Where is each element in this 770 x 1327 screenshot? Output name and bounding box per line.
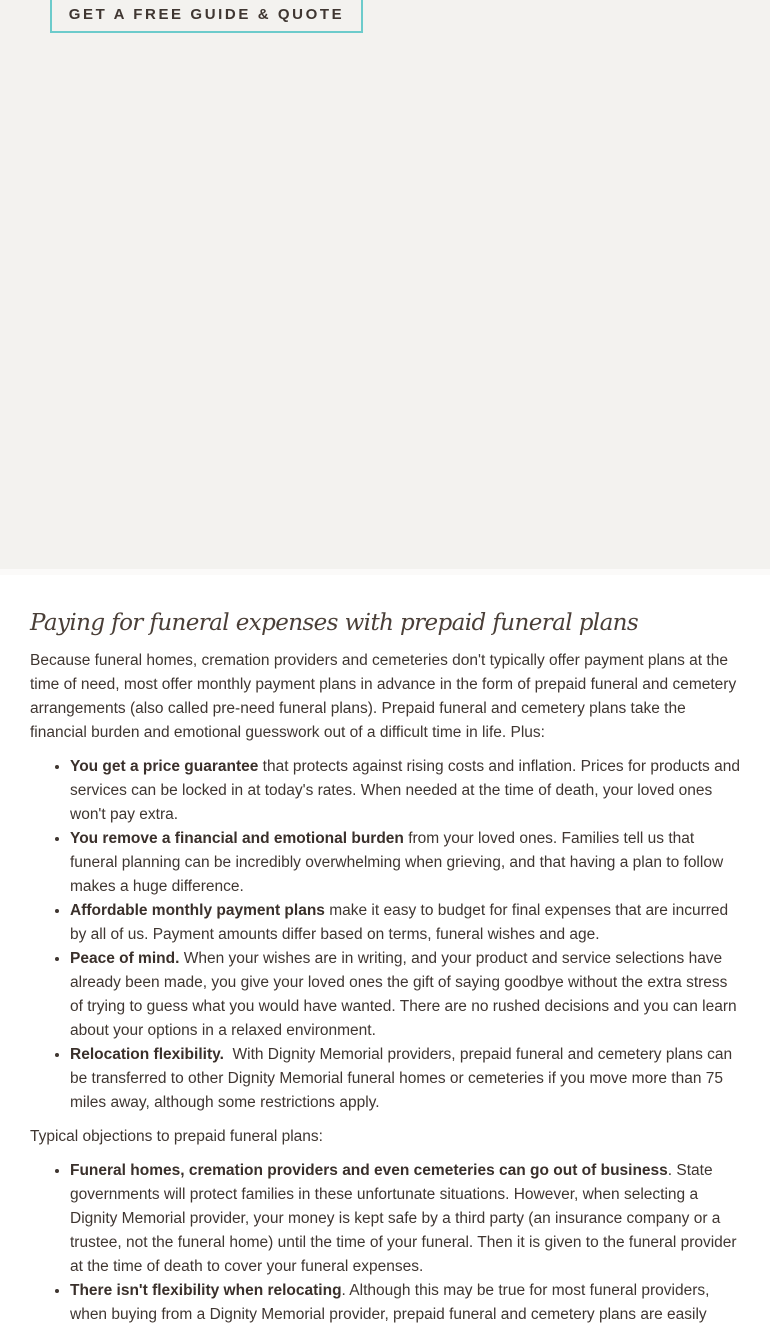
list-item [70,827,740,899]
objections-list [30,1159,740,1327]
item-bold: Affordable monthly payment plans [70,902,325,919]
item-text: make it easy to budget for final expenses that are incurred by all of us. Payment amounts differ based on terms, funeral wishes and age. [70,902,729,943]
article-title: Paying for funeral expenses with prepaid funeral plans [30,610,639,636]
benefits-list [30,755,740,1115]
hero-section [0,0,770,569]
item-text: With Dignity Memorial providers, prepaid funeral and cemetery plans can be transferred to other Dignity Memorial funeral homes or cemeteries if you move more than 75 miles away, although some restrictions apply. [70,1046,737,1111]
list-item [70,1159,740,1279]
item-text: . State governments will protect families in these unfortunate situations. However, when selecting a Dignity Memorial provider, your money is kept safe by a third party (an insurance company or a trustee, not the funeral home) until the time of your funeral. Then it is given to the funeral provider at the time of death to cover your funeral expenses. [70,1162,737,1275]
item-bold: You remove a financial and emotional burden [70,830,404,847]
item-bold: You get a price guarantee [70,758,259,775]
free-guide-quote-button[interactable]: GET A FREE GUIDE & QUOTE [50,0,363,33]
list-item [70,1279,740,1327]
item-text: from your loved ones. Families tell us that funeral planning can be incredibly overwhelming when grieving, and that having a plan to follow makes a huge difference. [70,830,724,895]
item-text: . Although this may be true for most funeral providers, when buying from a Dignity Memorial provider, prepaid funeral and cemetery plans are easily [70,1282,710,1323]
list-item [70,947,740,1043]
article [0,575,770,1327]
item-text: that protects against rising costs and inflation. Prices for products and services can be locked in at today's rates. When needed at the time of death, your loved ones won't pay extra. [70,758,740,823]
item-text: When your wishes are in writing, and your product and service selections have already been made, you give your loved ones the gift of saying goodbye without the extra stress of trying to guess what you would have wanted. There are no rushed decisions and you can learn about your options in a relaxed environment. [70,950,737,1039]
list-item [70,1043,740,1115]
list-item [70,755,740,827]
item-bold: Relocation flexibility. [70,1046,224,1063]
item-bold: Funeral homes, cremation providers and even cemeteries can go out of business [70,1162,668,1179]
intro-paragraph: Because funeral homes, cremation providers and cemeteries don't typically offer payment plans at the time of need, most offer monthly payment plans in advance in the form of prepaid funeral and cemetery arrangements (also called pre-need funeral plans). Prepaid funeral and cemetery plans take the financial burden and emotional guesswork out of a difficult time in life. Plus: [30,652,737,741]
objections-intro: Typical objections to prepaid funeral plans: [30,1128,323,1145]
list-item [70,899,740,947]
item-bold: There isn't flexibility when relocating [70,1282,342,1299]
item-bold: Peace of mind. [70,950,180,967]
